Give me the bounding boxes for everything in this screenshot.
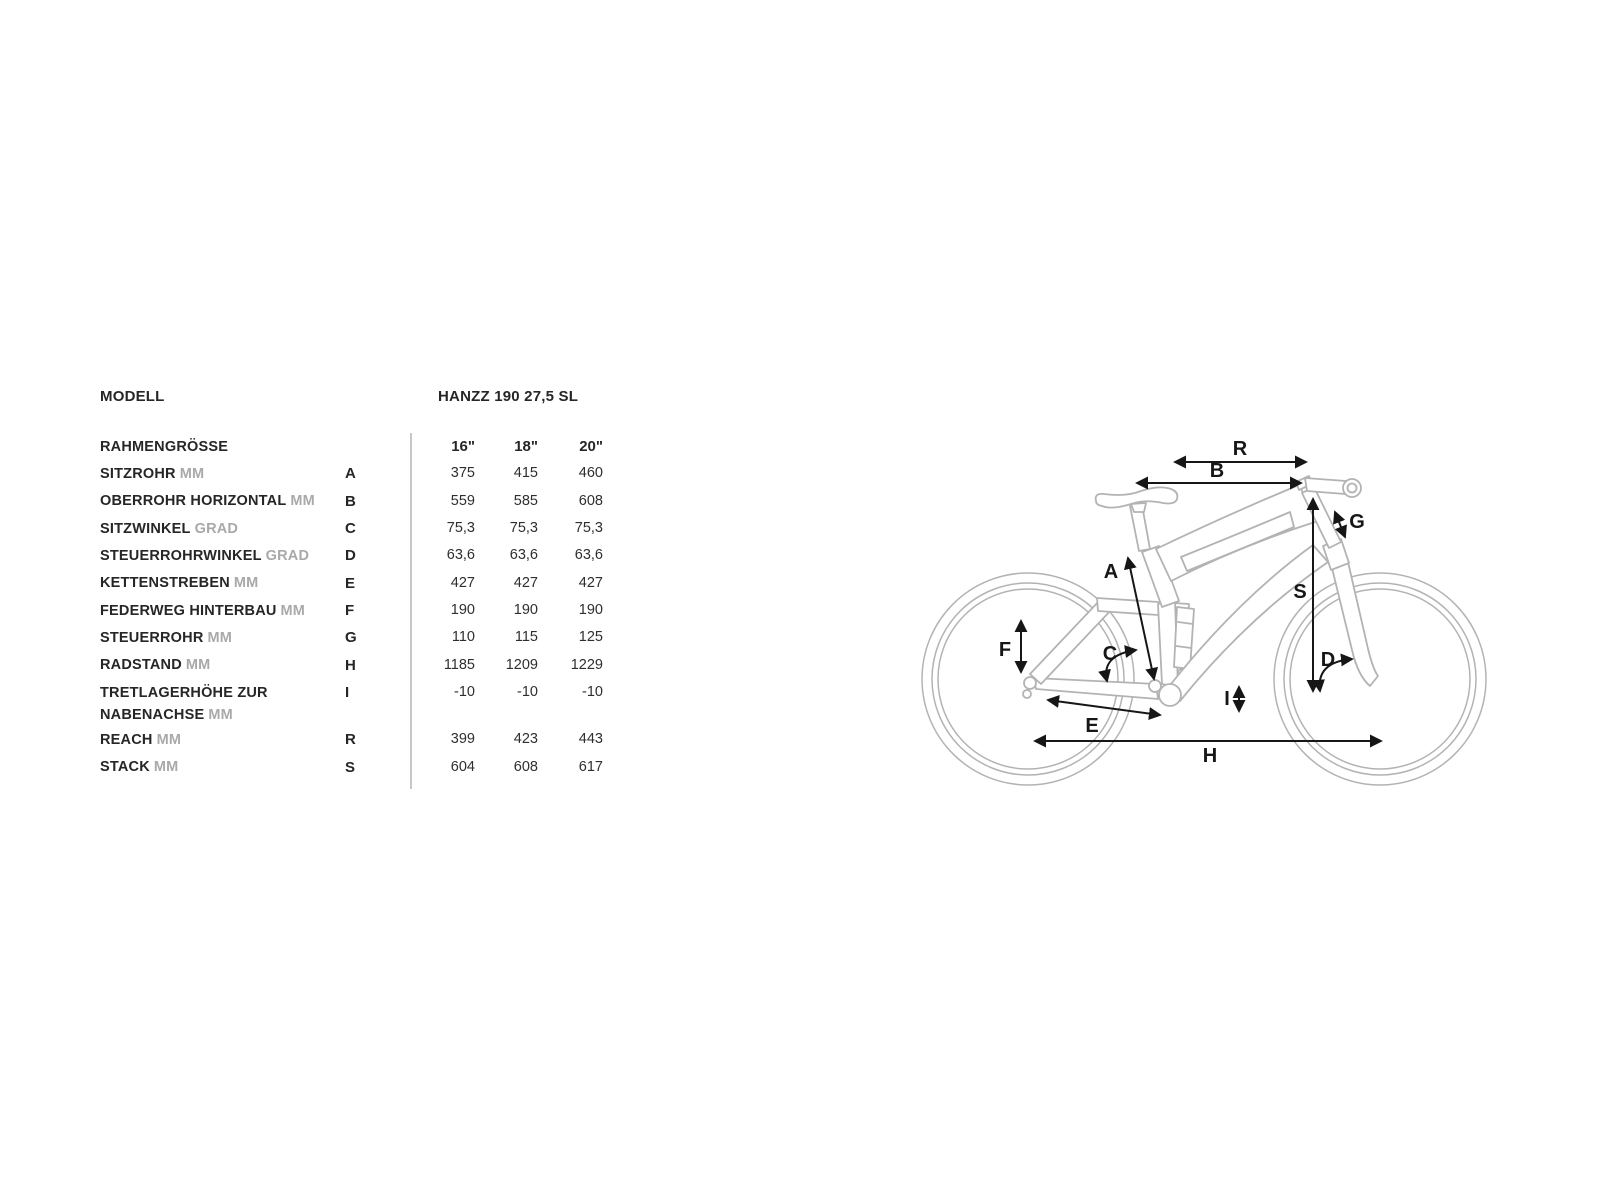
size-header: 18" <box>514 438 538 455</box>
dim-label-head-angle: D <box>1320 649 1336 671</box>
dim-label-chainstay: E <box>1085 715 1099 737</box>
row-label <box>100 597 345 622</box>
table-row <box>100 460 605 487</box>
row-value: 190 <box>513 602 538 619</box>
row-value: -10 <box>582 684 603 701</box>
row-unit: MM <box>208 707 233 723</box>
row-label-text: FEDERWEG HINTERBAU <box>100 602 277 619</box>
bike-geometry-diagram <box>880 425 1500 840</box>
row-unit: MM <box>290 493 315 510</box>
bike-frame <box>1023 476 1378 706</box>
dim-label-seat-tube: A <box>1103 561 1119 583</box>
row-value: 608 <box>513 758 538 775</box>
row-unit: MM <box>280 602 306 619</box>
row-label-text: STACK <box>100 759 150 776</box>
row-unit: GRAD <box>194 520 239 537</box>
row-label-text: SITZWINKEL <box>100 520 191 537</box>
row-value: 423 <box>513 731 538 748</box>
row-letter: D <box>345 547 356 565</box>
derailleur-lower <box>1023 690 1031 698</box>
row-label <box>100 488 345 513</box>
row-label <box>100 679 345 726</box>
dim-label-bb-height: I <box>1224 688 1230 710</box>
row-letter: I <box>345 684 350 702</box>
derailleur-upper <box>1024 677 1036 689</box>
row-label-text: REACH <box>100 731 153 748</box>
row-label <box>100 726 345 751</box>
dim-label-seat-angle: C <box>1102 643 1118 665</box>
chainring <box>1159 684 1181 706</box>
row-letter: S <box>345 758 356 776</box>
row-letter: A <box>345 465 356 483</box>
row-value: 63,6 <box>509 547 538 564</box>
row-value: 375 <box>450 465 475 482</box>
row-label <box>100 515 345 540</box>
row-value: 190 <box>450 602 475 619</box>
row-value: 399 <box>450 731 475 748</box>
size-header: 16" <box>451 438 475 455</box>
row-value: -10 <box>454 684 475 701</box>
row-value: 75,3 <box>509 520 538 537</box>
row-value: 604 <box>450 758 475 775</box>
row-value: 110 <box>451 629 475 646</box>
row-value: 460 <box>578 465 603 482</box>
row-unit: MM <box>156 731 182 748</box>
row-value: 608 <box>578 492 603 509</box>
row-letter: H <box>345 656 356 674</box>
row-value: 190 <box>578 602 603 619</box>
chainstay-tube <box>1034 678 1158 699</box>
row-label-text: SITZROHR <box>100 465 176 482</box>
row-label <box>100 652 345 677</box>
row-value: 585 <box>513 492 538 509</box>
row-label-text: OBERROHR HORIZONTAL <box>100 493 287 510</box>
row-letter: G <box>345 629 357 647</box>
dim-label-reach: R <box>1232 438 1248 460</box>
size-header: 20" <box>579 438 603 455</box>
row-unit: MM <box>179 465 205 482</box>
row-value: 415 <box>513 465 538 482</box>
row-value: 1209 <box>505 656 538 673</box>
dim-label-rear-travel: F <box>998 639 1012 661</box>
row-unit: MM <box>233 575 259 592</box>
bb-pivot <box>1149 680 1161 692</box>
table-row <box>100 515 605 542</box>
row-label-text: STEUERROHR <box>100 629 204 646</box>
handlebar-clamp-inner <box>1348 484 1357 493</box>
row-value: 427 <box>450 574 475 591</box>
row-letter: C <box>345 520 356 538</box>
row-label <box>100 754 345 779</box>
table-row <box>100 597 605 624</box>
row-unit: GRAD <box>265 547 310 564</box>
table-row <box>100 726 605 753</box>
model-label: MODELL <box>100 388 165 405</box>
row-value: 63,6 <box>574 547 603 564</box>
dim-arrow-chainstay <box>1048 700 1160 715</box>
table-row <box>100 652 605 679</box>
row-label <box>100 624 345 649</box>
dim-label-top-tube: B <box>1209 460 1225 482</box>
geometry-table <box>100 388 605 781</box>
row-letter: B <box>345 492 356 510</box>
row-unit: MM <box>185 657 211 674</box>
dim-label-head-tube: G <box>1349 511 1365 533</box>
row-value: 443 <box>578 731 603 748</box>
row-letter: F <box>345 602 355 620</box>
table-row <box>100 570 605 597</box>
row-unit: MM <box>207 629 233 646</box>
table-row <box>100 679 605 726</box>
front-wheel <box>1274 573 1486 785</box>
row-value: 75,3 <box>446 520 475 537</box>
row-value: 427 <box>513 574 538 591</box>
row-value: 1229 <box>570 656 603 673</box>
table-row <box>100 488 605 515</box>
row-value: 617 <box>578 758 603 775</box>
dim-label-stack: S <box>1293 581 1307 603</box>
row-unit: MM <box>153 759 179 776</box>
row-label-text: STEUERROHRWINKEL <box>100 547 262 564</box>
row-label-text: TRETLAGERHÖHE ZUR NABENACHSE <box>100 684 268 723</box>
model-row <box>100 388 605 408</box>
framesize-label: RAHMENGRÖSSE <box>100 438 229 455</box>
row-value: 427 <box>578 574 603 591</box>
stem <box>1305 478 1346 494</box>
table-header-row <box>100 433 605 460</box>
row-letter: E <box>345 574 356 592</box>
table-divider-line <box>410 433 412 789</box>
dim-label-wheelbase: H <box>1202 745 1218 767</box>
row-value: 115 <box>514 629 538 646</box>
row-value: -10 <box>517 684 538 701</box>
row-value: 559 <box>450 492 475 509</box>
saddle-clamp <box>1131 503 1146 512</box>
geometry-rows <box>100 433 605 781</box>
row-label <box>100 460 345 485</box>
row-value: 63,6 <box>446 547 475 564</box>
row-label-text: RADSTAND <box>100 657 182 674</box>
table-row <box>100 754 605 781</box>
table-row <box>100 624 605 651</box>
bike-diagram-svg <box>880 425 1500 835</box>
row-label <box>100 570 345 595</box>
row-label <box>100 542 345 567</box>
row-value: 125 <box>578 629 603 646</box>
row-value: 1185 <box>443 656 475 673</box>
row-value: 75,3 <box>574 520 603 537</box>
model-name: HANZZ 190 27,5 SL <box>438 388 579 405</box>
table-row <box>100 542 605 569</box>
row-letter: R <box>345 731 356 749</box>
row-label-text: KETTENSTREBEN <box>100 575 230 592</box>
